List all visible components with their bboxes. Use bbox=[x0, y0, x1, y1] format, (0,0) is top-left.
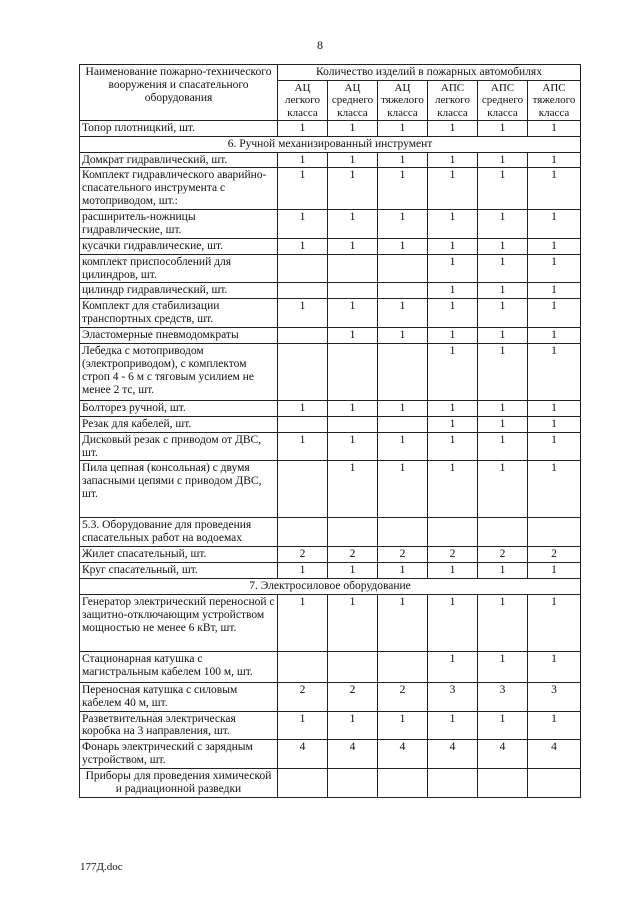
quantity-cell: 1 bbox=[478, 283, 528, 299]
quantity-cell: 1 bbox=[278, 152, 328, 168]
quantity-cell bbox=[278, 461, 328, 518]
header-column: АЦ легкого класса bbox=[278, 80, 328, 120]
quantity-cell: 1 bbox=[428, 711, 478, 740]
quantity-cell: 1 bbox=[428, 283, 478, 299]
quantity-cell: 1 bbox=[278, 563, 328, 579]
quantity-cell bbox=[328, 518, 378, 547]
quantity-cell bbox=[328, 343, 378, 400]
quantity-cell: 1 bbox=[328, 400, 378, 416]
quantity-cell: 4 bbox=[378, 740, 428, 769]
quantity-cell: 1 bbox=[278, 299, 328, 328]
table-row bbox=[80, 299, 581, 328]
item-name: Жилет спасательный, шт. bbox=[80, 547, 278, 563]
footer-filename: 177Д.doc bbox=[80, 861, 123, 873]
quantity-cell: 1 bbox=[328, 432, 378, 461]
table-row bbox=[80, 563, 581, 579]
quantity-cell: 4 bbox=[478, 740, 528, 769]
quantity-cell: 1 bbox=[378, 711, 428, 740]
quantity-cell: 1 bbox=[428, 594, 478, 651]
table-row bbox=[80, 769, 581, 798]
section-title: 6. Ручной механизированный инструмент bbox=[80, 136, 581, 152]
quantity-cell bbox=[378, 651, 428, 682]
quantity-cell bbox=[378, 769, 428, 798]
quantity-cell: 1 bbox=[478, 416, 528, 432]
quantity-cell: 1 bbox=[378, 120, 428, 136]
quantity-cell bbox=[428, 518, 478, 547]
quantity-cell: 1 bbox=[328, 328, 378, 344]
quantity-cell: 1 bbox=[528, 210, 581, 239]
quantity-cell: 1 bbox=[428, 432, 478, 461]
item-name: расширитель-ножницы гидравлические, шт. bbox=[80, 210, 278, 239]
quantity-cell: 1 bbox=[428, 400, 478, 416]
table-row bbox=[80, 168, 581, 210]
header-name-column: Наименование пожарно-технического вооружения и спасательного оборудования bbox=[80, 65, 278, 121]
quantity-cell: 1 bbox=[278, 168, 328, 210]
quantity-cell: 1 bbox=[328, 210, 378, 239]
quantity-cell: 1 bbox=[428, 651, 478, 682]
quantity-cell: 1 bbox=[528, 400, 581, 416]
quantity-cell: 1 bbox=[328, 563, 378, 579]
header-group: Количество изделий в пожарных автомобилях bbox=[278, 65, 581, 81]
header-column: АЦ среднего класса bbox=[328, 80, 378, 120]
table-body bbox=[80, 120, 581, 797]
quantity-cell: 1 bbox=[428, 343, 478, 400]
quantity-cell: 1 bbox=[528, 461, 581, 518]
section-row bbox=[80, 578, 581, 594]
quantity-cell: 4 bbox=[428, 740, 478, 769]
quantity-cell: 1 bbox=[528, 238, 581, 254]
quantity-cell: 1 bbox=[478, 120, 528, 136]
quantity-cell: 1 bbox=[278, 594, 328, 651]
quantity-cell bbox=[278, 651, 328, 682]
quantity-cell bbox=[278, 254, 328, 283]
table-row bbox=[80, 400, 581, 416]
item-name: Топор плотницкий, шт. bbox=[80, 120, 278, 136]
table-row bbox=[80, 152, 581, 168]
quantity-cell: 1 bbox=[528, 651, 581, 682]
table-row bbox=[80, 740, 581, 769]
header-column: АПС тяжелого класса bbox=[528, 80, 581, 120]
item-name: Генератор электрический переносной с защитно-отключающим устройством мощностью не менее 6 кВт, шт. bbox=[80, 594, 278, 651]
quantity-cell: 1 bbox=[528, 328, 581, 344]
quantity-cell: 1 bbox=[528, 711, 581, 740]
quantity-cell: 1 bbox=[328, 594, 378, 651]
quantity-cell: 1 bbox=[328, 152, 378, 168]
quantity-cell: 1 bbox=[378, 328, 428, 344]
quantity-cell: 1 bbox=[378, 152, 428, 168]
quantity-cell bbox=[378, 283, 428, 299]
quantity-cell: 2 bbox=[278, 547, 328, 563]
item-name: кусачки гидравлические, шт. bbox=[80, 238, 278, 254]
quantity-cell: 2 bbox=[478, 547, 528, 563]
header-column: АПС среднего класса bbox=[478, 80, 528, 120]
table-row bbox=[80, 547, 581, 563]
item-name: Стационарная катушка с магистральным кабелем 100 м, шт. bbox=[80, 651, 278, 682]
section-title: 7. Электросиловое оборудование bbox=[80, 578, 581, 594]
item-name: Фонарь электрический с зарядным устройством, шт. bbox=[80, 740, 278, 769]
quantity-cell: 1 bbox=[478, 238, 528, 254]
table-row bbox=[80, 283, 581, 299]
item-name: Резак для кабелей, шт. bbox=[80, 416, 278, 432]
item-name: Лебедка с мотоприводом (электроприводом), с комплектом строп 4 - 6 м с тяговым усилием не менее 2 тс, шт. bbox=[80, 343, 278, 400]
table-row bbox=[80, 120, 581, 136]
quantity-cell: 1 bbox=[478, 328, 528, 344]
quantity-cell: 1 bbox=[478, 152, 528, 168]
quantity-cell: 1 bbox=[278, 711, 328, 740]
quantity-cell: 1 bbox=[378, 210, 428, 239]
quantity-cell: 1 bbox=[278, 238, 328, 254]
header-column: АПС легкого класса bbox=[428, 80, 478, 120]
item-name: 5.3. Оборудование для проведения спасательных работ на водоемах bbox=[80, 518, 278, 547]
quantity-cell: 4 bbox=[328, 740, 378, 769]
quantity-cell: 1 bbox=[428, 328, 478, 344]
quantity-cell: 1 bbox=[328, 238, 378, 254]
quantity-cell: 1 bbox=[378, 432, 428, 461]
quantity-cell bbox=[378, 343, 428, 400]
quantity-cell: 1 bbox=[478, 210, 528, 239]
quantity-cell: 1 bbox=[278, 400, 328, 416]
item-name: Дисковый резак с приводом от ДВС, шт. bbox=[80, 432, 278, 461]
quantity-cell: 1 bbox=[528, 594, 581, 651]
quantity-cell bbox=[278, 328, 328, 344]
table-row bbox=[80, 432, 581, 461]
quantity-cell: 1 bbox=[428, 152, 478, 168]
quantity-cell: 2 bbox=[528, 547, 581, 563]
quantity-cell: 1 bbox=[428, 238, 478, 254]
quantity-cell bbox=[278, 769, 328, 798]
quantity-cell bbox=[328, 769, 378, 798]
quantity-cell: 1 bbox=[478, 461, 528, 518]
table-row bbox=[80, 594, 581, 651]
quantity-cell bbox=[378, 416, 428, 432]
quantity-cell: 1 bbox=[328, 711, 378, 740]
table-row bbox=[80, 328, 581, 344]
quantity-cell bbox=[278, 518, 328, 547]
quantity-cell: 2 bbox=[328, 682, 378, 711]
quantity-cell: 1 bbox=[528, 120, 581, 136]
item-name: Комплект гидравлического аварийно-спасательного инструмента с мотоприводом, шт.: bbox=[80, 168, 278, 210]
table-row bbox=[80, 343, 581, 400]
quantity-cell: 1 bbox=[328, 168, 378, 210]
quantity-cell: 1 bbox=[528, 432, 581, 461]
quantity-cell: 1 bbox=[428, 210, 478, 239]
quantity-cell: 1 bbox=[528, 563, 581, 579]
section-row bbox=[80, 136, 581, 152]
quantity-cell bbox=[278, 416, 328, 432]
table-row bbox=[80, 682, 581, 711]
quantity-cell: 1 bbox=[428, 168, 478, 210]
quantity-cell: 1 bbox=[328, 120, 378, 136]
quantity-cell: 1 bbox=[528, 152, 581, 168]
item-name: Болторез ручной, шт. bbox=[80, 400, 278, 416]
header-column: АЦ тяжелого класса bbox=[378, 80, 428, 120]
table-row bbox=[80, 254, 581, 283]
equipment-table bbox=[79, 64, 581, 798]
item-name: Домкрат гидравлический, шт. bbox=[80, 152, 278, 168]
quantity-cell: 1 bbox=[278, 120, 328, 136]
quantity-cell: 1 bbox=[328, 461, 378, 518]
quantity-cell: 1 bbox=[478, 343, 528, 400]
quantity-cell: 1 bbox=[378, 461, 428, 518]
quantity-cell: 1 bbox=[478, 651, 528, 682]
quantity-cell bbox=[378, 254, 428, 283]
quantity-cell bbox=[528, 518, 581, 547]
quantity-cell: 3 bbox=[428, 682, 478, 711]
quantity-cell: 1 bbox=[478, 400, 528, 416]
item-name: комплект приспособлений для цилиндров, шт. bbox=[80, 254, 278, 283]
page-number: 8 bbox=[317, 38, 323, 52]
quantity-cell: 1 bbox=[428, 461, 478, 518]
quantity-cell: 1 bbox=[528, 299, 581, 328]
quantity-cell: 3 bbox=[528, 682, 581, 711]
quantity-cell: 1 bbox=[478, 432, 528, 461]
quantity-cell: 1 bbox=[478, 594, 528, 651]
quantity-cell bbox=[278, 343, 328, 400]
table-header bbox=[80, 65, 581, 121]
quantity-cell: 2 bbox=[328, 547, 378, 563]
quantity-cell: 1 bbox=[328, 299, 378, 328]
quantity-cell: 1 bbox=[528, 254, 581, 283]
quantity-cell: 1 bbox=[478, 299, 528, 328]
quantity-cell: 1 bbox=[278, 432, 328, 461]
quantity-cell: 2 bbox=[378, 547, 428, 563]
table-row bbox=[80, 461, 581, 518]
quantity-cell: 1 bbox=[478, 254, 528, 283]
quantity-cell: 1 bbox=[378, 594, 428, 651]
quantity-cell: 1 bbox=[428, 299, 478, 328]
quantity-cell: 1 bbox=[378, 563, 428, 579]
quantity-cell bbox=[528, 769, 581, 798]
quantity-cell bbox=[478, 518, 528, 547]
quantity-cell bbox=[328, 254, 378, 283]
quantity-cell: 1 bbox=[378, 238, 428, 254]
quantity-cell: 1 bbox=[528, 343, 581, 400]
quantity-cell: 1 bbox=[378, 400, 428, 416]
quantity-cell bbox=[428, 769, 478, 798]
quantity-cell: 1 bbox=[428, 416, 478, 432]
table-row bbox=[80, 651, 581, 682]
quantity-cell: 3 bbox=[478, 682, 528, 711]
quantity-cell bbox=[478, 769, 528, 798]
quantity-cell: 1 bbox=[478, 711, 528, 740]
quantity-cell bbox=[378, 518, 428, 547]
table-row bbox=[80, 711, 581, 740]
item-name: Комплект для стабилизации транспортных средств, шт. bbox=[80, 299, 278, 328]
quantity-cell: 1 bbox=[278, 210, 328, 239]
quantity-cell: 2 bbox=[378, 682, 428, 711]
quantity-cell: 4 bbox=[278, 740, 328, 769]
table-row bbox=[80, 210, 581, 239]
quantity-cell: 2 bbox=[428, 547, 478, 563]
quantity-cell bbox=[278, 283, 328, 299]
quantity-cell: 1 bbox=[478, 563, 528, 579]
table-row bbox=[80, 416, 581, 432]
quantity-cell: 1 bbox=[528, 416, 581, 432]
quantity-cell: 1 bbox=[478, 168, 528, 210]
item-name: Разветвительная электрическая коробка на 3 направления, шт. bbox=[80, 711, 278, 740]
quantity-cell: 1 bbox=[378, 299, 428, 328]
quantity-cell: 2 bbox=[278, 682, 328, 711]
table-row bbox=[80, 518, 581, 547]
quantity-cell: 4 bbox=[528, 740, 581, 769]
quantity-cell bbox=[328, 416, 378, 432]
quantity-cell: 1 bbox=[528, 283, 581, 299]
item-name: Круг спасательный, шт. bbox=[80, 563, 278, 579]
item-name: цилиндр гидравлический, шт. bbox=[80, 283, 278, 299]
quantity-cell: 1 bbox=[428, 254, 478, 283]
item-name: Пила цепная (консольная) с двумя запасными цепями с приводом ДВС, шт. bbox=[80, 461, 278, 518]
item-name: Переносная катушка с силовым кабелем 40 м, шт. bbox=[80, 682, 278, 711]
table-row bbox=[80, 238, 581, 254]
quantity-cell: 1 bbox=[428, 563, 478, 579]
quantity-cell bbox=[328, 283, 378, 299]
item-name: Эластомерные пневмодомкраты bbox=[80, 328, 278, 344]
quantity-cell: 1 bbox=[428, 120, 478, 136]
quantity-cell: 1 bbox=[378, 168, 428, 210]
item-name: Приборы для проведения химической и радиационной разведки bbox=[80, 769, 278, 798]
quantity-cell bbox=[328, 651, 378, 682]
quantity-cell: 1 bbox=[528, 168, 581, 210]
